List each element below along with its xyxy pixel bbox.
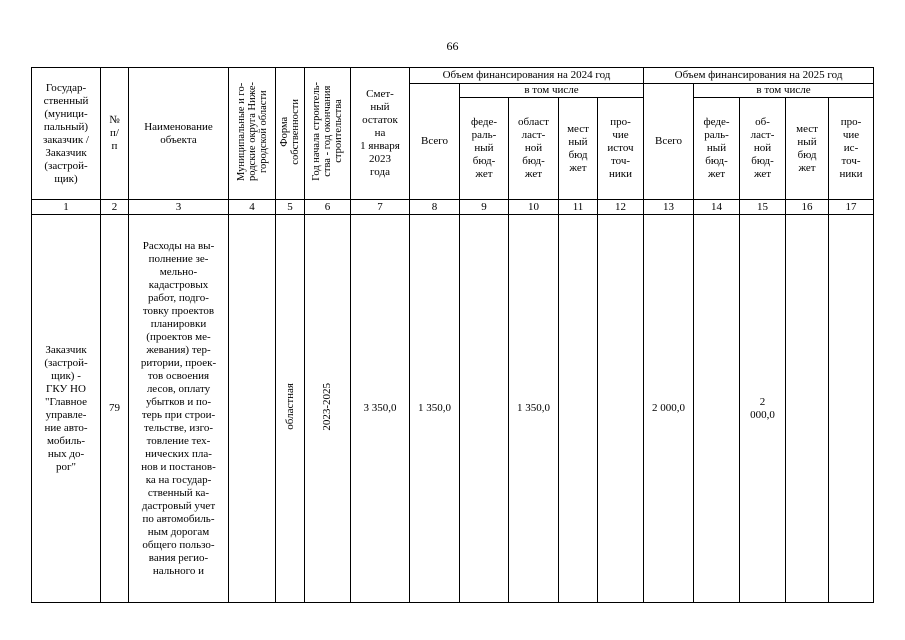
header-years: Год начала строитель- ства - год окончания строительства bbox=[305, 68, 351, 200]
column-number: 10 bbox=[509, 200, 559, 215]
column-number: 15 bbox=[740, 200, 786, 215]
table-row bbox=[32, 215, 874, 603]
cell-federal-2025 bbox=[694, 215, 740, 603]
header-local-2024: мест ный бюд жет bbox=[559, 98, 598, 200]
column-number: 5 bbox=[276, 200, 305, 215]
header-local-2025: мест ный бюд жет bbox=[786, 98, 829, 200]
header-fin-2024: Объем финансирования на 2024 год bbox=[410, 68, 644, 84]
cell-federal-2024 bbox=[460, 215, 509, 603]
cell-local-2025 bbox=[786, 215, 829, 603]
header-municipality: Муниципальные и го- родские округа Ниже- городской области bbox=[229, 68, 276, 200]
header-customer: Государ- ственный (муници- пальный) заказчик / Заказчик (застрой- щик) bbox=[32, 68, 101, 200]
cell-estimate: 3 350,0 bbox=[351, 215, 410, 603]
cell-ownership: областная bbox=[276, 215, 305, 603]
header-total-2024: Всего bbox=[410, 84, 460, 200]
column-number: 9 bbox=[460, 200, 509, 215]
header-ownership: Форма собственности bbox=[276, 68, 305, 200]
column-number: 7 bbox=[351, 200, 410, 215]
column-number: 14 bbox=[694, 200, 740, 215]
cell-other-2024 bbox=[598, 215, 644, 603]
column-number: 3 bbox=[129, 200, 229, 215]
header-federal-2025: феде- раль- ный бюд- жет bbox=[694, 98, 740, 200]
header-other-2024: про- чие источ точ- ники bbox=[598, 98, 644, 200]
column-number: 12 bbox=[598, 200, 644, 215]
header-incl-2024: в том числе bbox=[460, 84, 644, 98]
cell-total-2024: 1 350,0 bbox=[410, 215, 460, 603]
header-total-2025: Всего bbox=[644, 84, 694, 200]
column-number: 11 bbox=[559, 200, 598, 215]
column-number: 4 bbox=[229, 200, 276, 215]
header-other-2025: про- чие ис- точ- ники bbox=[829, 98, 874, 200]
header-estimate: Смет- ный остаток на 1 января 2023 года bbox=[351, 68, 410, 200]
column-number: 17 bbox=[829, 200, 874, 215]
cell-total-2025: 2 000,0 bbox=[644, 215, 694, 603]
page-number: 66 bbox=[446, 39, 459, 53]
column-number: 6 bbox=[305, 200, 351, 215]
financing-table bbox=[31, 67, 874, 603]
cell-num: 79 bbox=[101, 215, 129, 603]
header-num: № п/ п bbox=[101, 68, 129, 200]
cell-local-2024 bbox=[559, 215, 598, 603]
cell-other-2025 bbox=[829, 215, 874, 603]
cell-regional-2025: 2 000,0 bbox=[740, 215, 786, 603]
cell-regional-2024: 1 350,0 bbox=[509, 215, 559, 603]
cell-years: 2023-2025 bbox=[305, 215, 351, 603]
column-number: 2 bbox=[101, 200, 129, 215]
header-name: Наименование объекта bbox=[129, 68, 229, 200]
header-regional-2024: област ласт- ной бюд- жет bbox=[509, 98, 559, 200]
header-incl-2025: в том числе bbox=[694, 84, 874, 98]
cell-customer: Заказчик (застрой- щик) - ГКУ НО "Главное управле- ние авто- мобиль- ных до- рог" bbox=[32, 215, 101, 603]
column-number: 1 bbox=[32, 200, 101, 215]
cell-municipality bbox=[229, 215, 276, 603]
column-number: 16 bbox=[786, 200, 829, 215]
header-regional-2025: об- ласт- ной бюд- жет bbox=[740, 98, 786, 200]
column-number: 8 bbox=[410, 200, 460, 215]
cell-object-name: Расходы на вы- полнение зе- мельно- кадастровых работ, подго- товку проектов планировки (проектов ме- жевания) тер- ритории, проек- тов освоения лесов, оплату убытков и по- терь при строи- тельстве, изго- товление тех- нических пла- нов и постанов- ка на государ- ственный ка- дастровый учет по автомобиль- ным дорогам общего пользо- вания регио- нального и bbox=[129, 215, 229, 603]
column-number: 13 bbox=[644, 200, 694, 215]
header-federal-2024: феде- раль- ный бюд- жет bbox=[460, 98, 509, 200]
header-fin-2025: Объем финансирования на 2025 год bbox=[644, 68, 874, 84]
